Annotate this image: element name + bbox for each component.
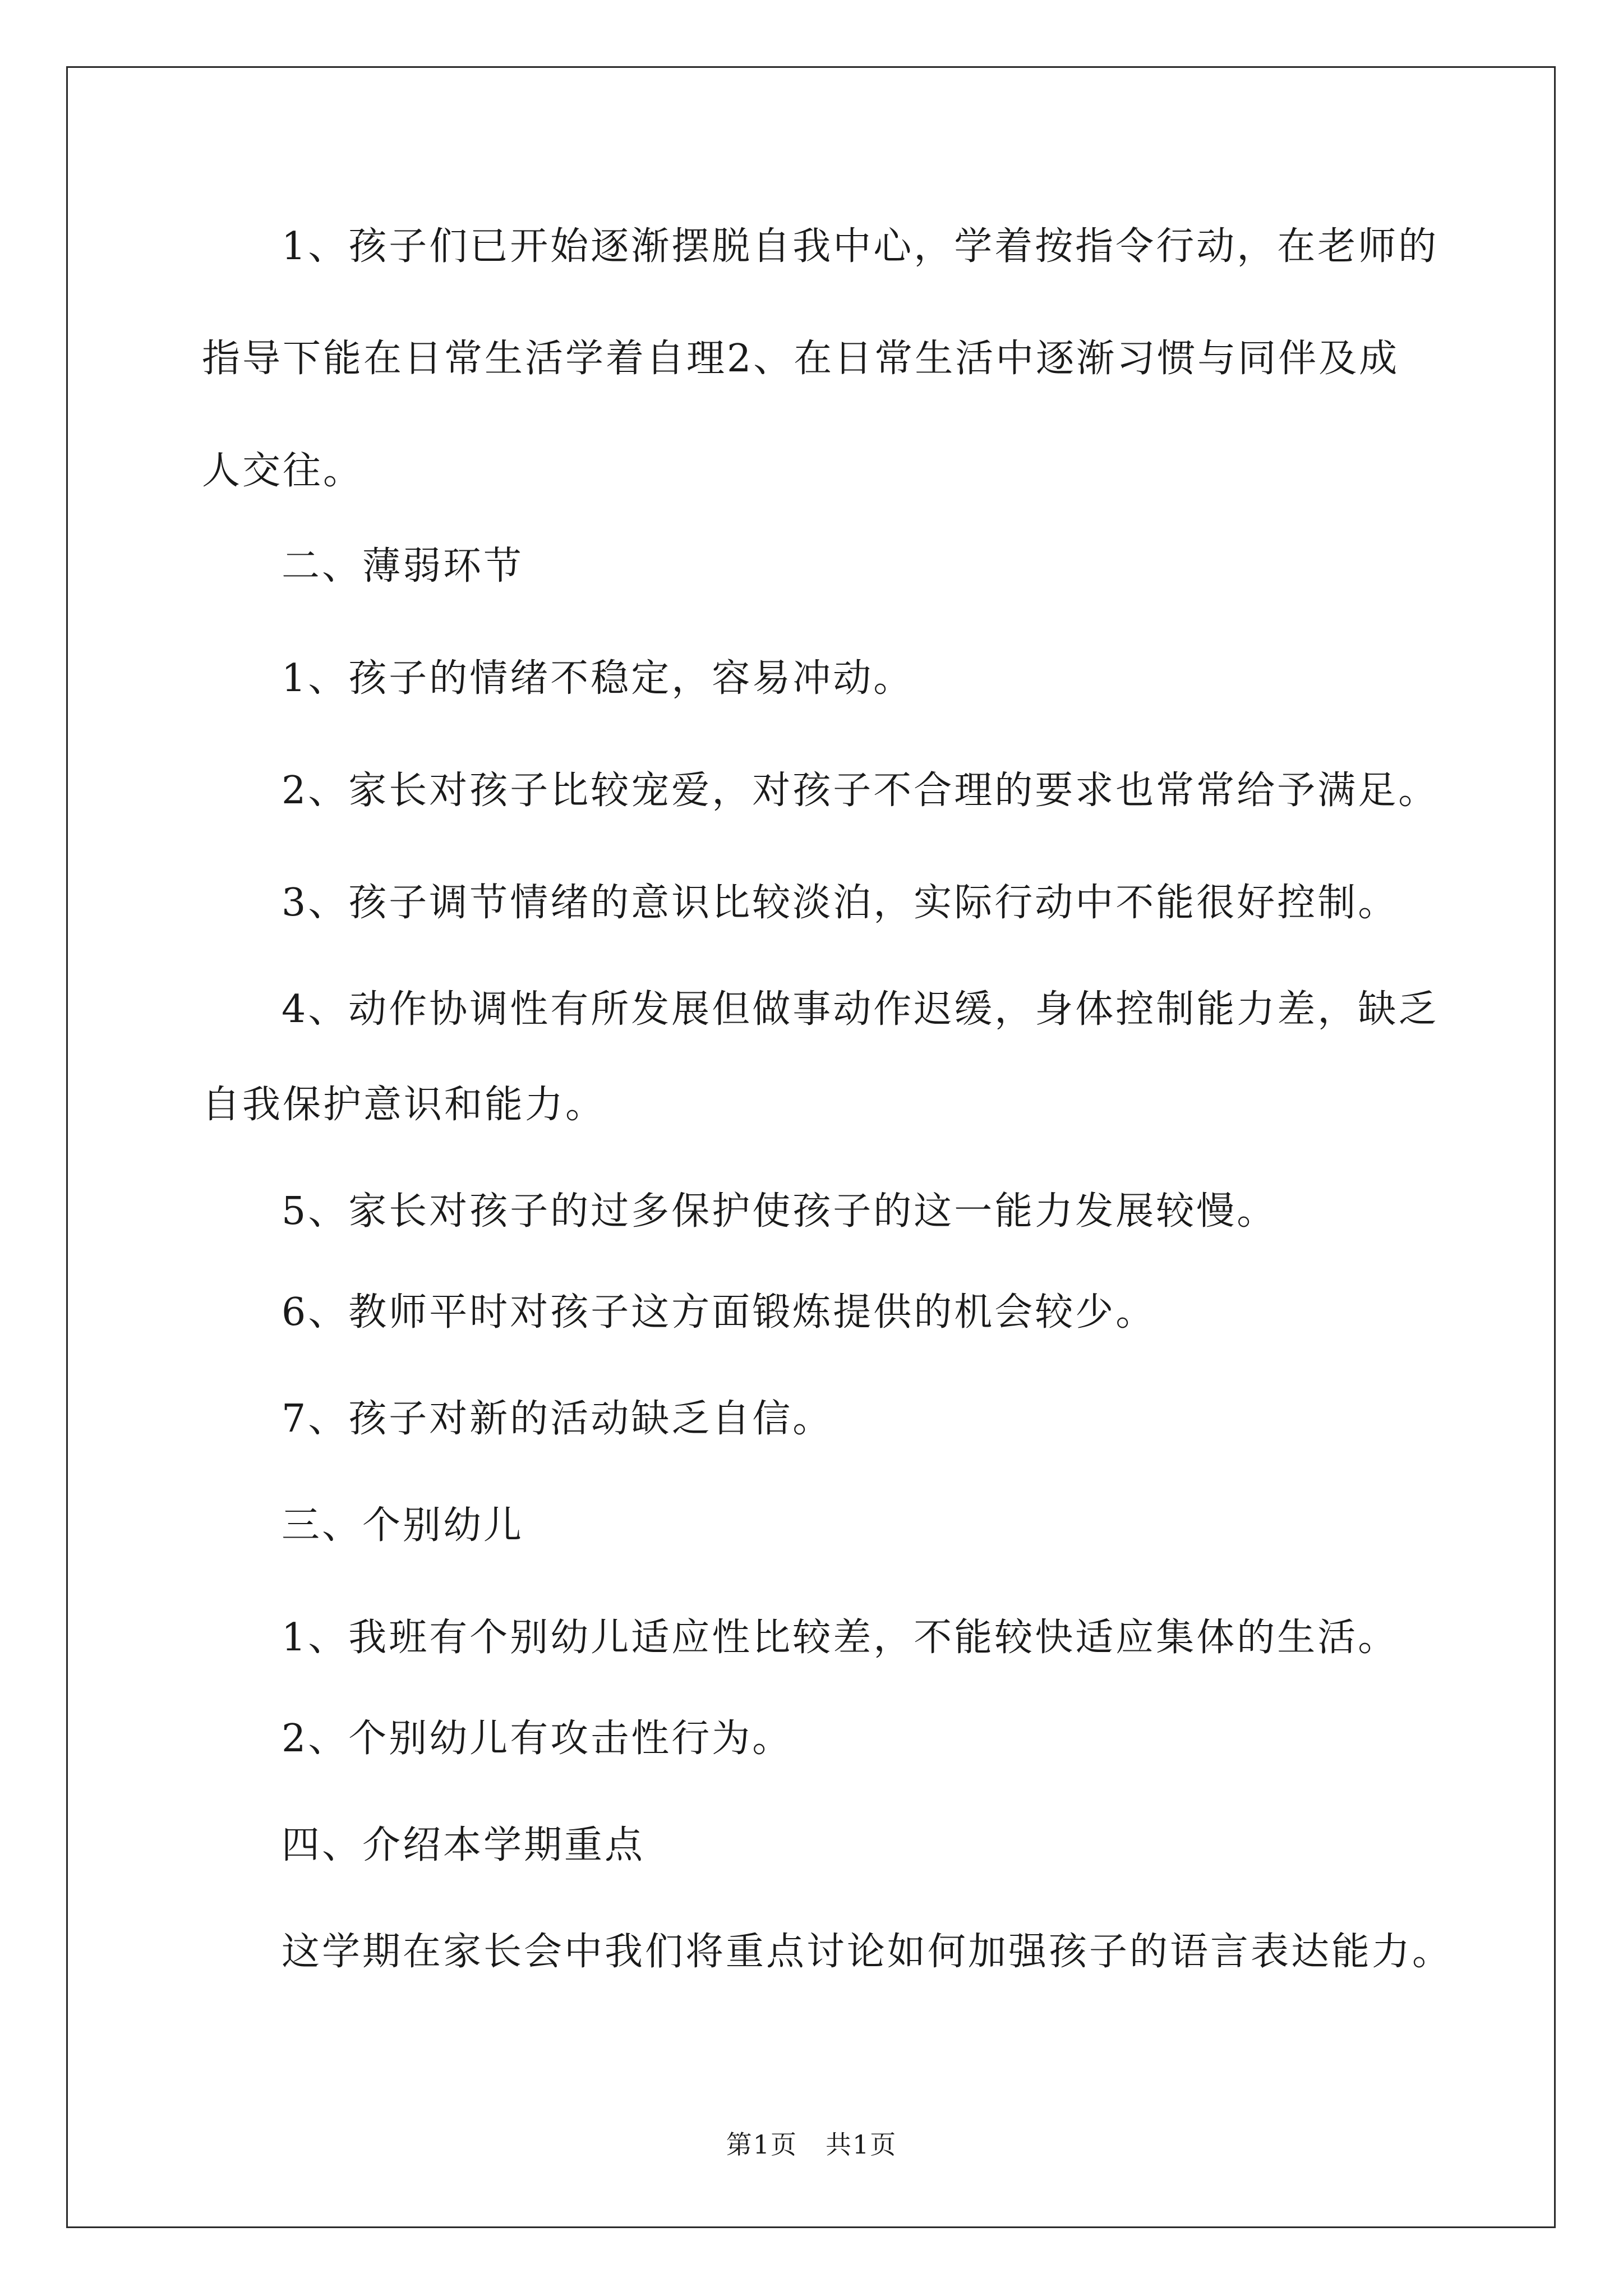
paragraph-line: 1、我班有个别幼儿适应性比较差，不能较快适应集体的生活。 xyxy=(282,1616,1399,1660)
paragraph-line: 6、教师平时对孩子这方面锻炼提供的机会较少。 xyxy=(282,1290,1156,1335)
paragraph-line: 3、孩子调节情绪的意识比较淡泊，实际行动中不能很好控制。 xyxy=(282,881,1399,925)
paragraph-line: 2、个别幼儿有攻击性行为。 xyxy=(282,1717,793,1761)
paragraph-line: 5、家长对孩子的过多保护使孩子的这一能力发展较慢。 xyxy=(282,1189,1278,1234)
paragraph-line: 指导下能在日常生活学着自理2、在日常生活中逐渐习惯与同伴及成 xyxy=(202,337,1400,381)
section-heading: 四、介绍本学期重点 xyxy=(282,1823,645,1867)
page-number: 第1页 xyxy=(726,2129,797,2160)
paragraph-line: 4、动作协调性有所发展但做事动作迟缓，身体控制能力差，缺乏 xyxy=(282,987,1439,1032)
paragraph-line: 自我保护意识和能力。 xyxy=(202,1083,606,1127)
paragraph-line: 1、孩子的情绪不稳定，容易冲动。 xyxy=(282,656,914,701)
paragraph-line: 人交往。 xyxy=(202,449,364,493)
section-heading: 三、个别幼儿 xyxy=(282,1503,524,1548)
section-heading: 二、薄弱环节 xyxy=(282,544,524,588)
page-footer xyxy=(0,2129,1623,2160)
paragraph-line: 1、孩子们已开始逐渐摆脱自我中心，学着按指令行动，在老师的 xyxy=(282,224,1439,269)
page-border xyxy=(66,66,1556,2228)
paragraph-line: 7、孩子对新的活动缺乏自信。 xyxy=(282,1397,833,1441)
page-total: 共1页 xyxy=(826,2129,897,2160)
paragraph-line: 2、家长对孩子比较宠爱，对孩子不合理的要求也常常给予满足。 xyxy=(282,769,1439,813)
paragraph-line: 这学期在家长会中我们将重点讨论如何加强孩子的语言表达能力。 xyxy=(282,1930,1453,1974)
